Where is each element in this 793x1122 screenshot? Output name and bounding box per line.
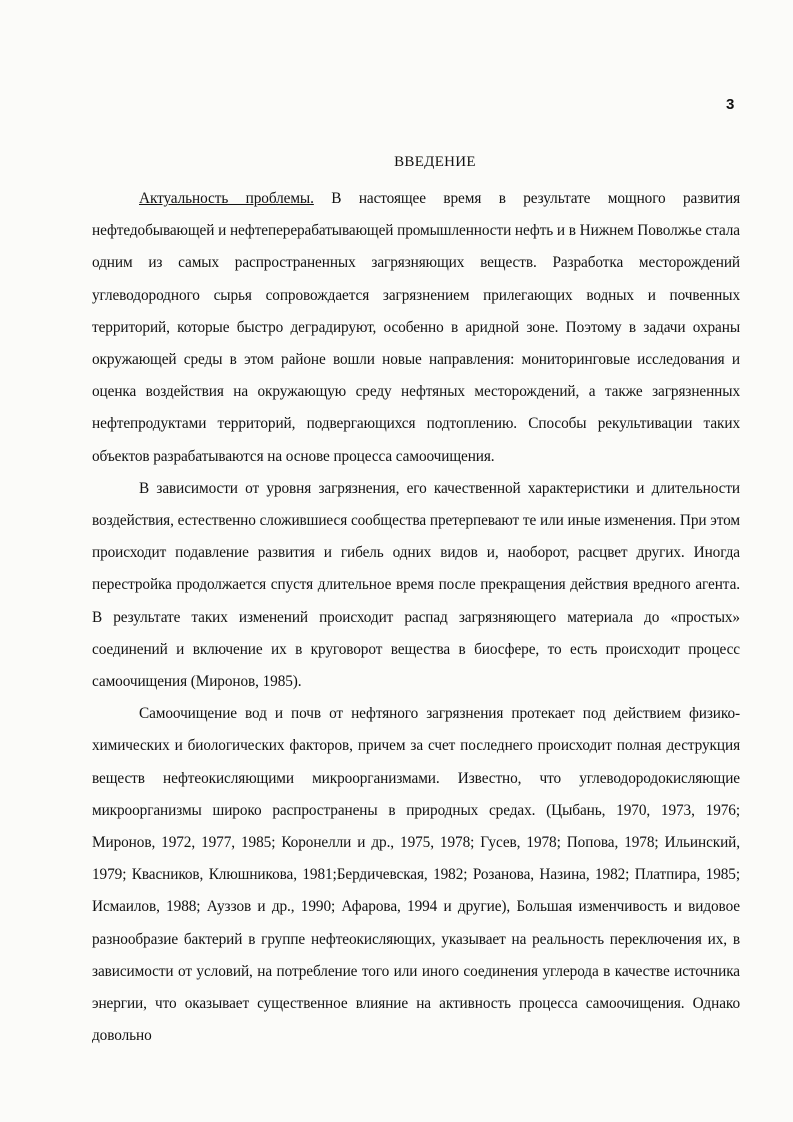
paragraph-relevance (92, 183, 740, 473)
page-number: 3 (726, 96, 735, 113)
section-heading: ВВЕДЕНИЕ (394, 154, 476, 170)
paragraph-self-purification: Самоочищение вод и почв от нефтяного загрязнения протекает под действием физико-химических и биологических факторов, причем за счет последнего происходит полная деструкция веществ нефтеокисляющими микроорганизмами. Известно, что углеводородокисляющие микроорганизмы широко распространены в природных средах. (Цыбань, 1970, 1973, 1976; Миронов, 1972, 1977, 1985; Коронелли и др., 1975, 1978; Гусев, 1978; Попова, 1978; Ильинский, 1979; Квасников, Клюшникова, 1981;Бердичевская, 1982; Розанова, Назина, 1982; Платпира, 1985; Исмаилов, 1988; Ауззов и др., 1990; Афарова, 1994 и другие), Большая изменчивость и видовое разнообразие бактерий в группе нефтеокисляющих, указывает на реальность переключения их, в зависимости от условий, на потребление того или иного соединения углерода в качестве источника энергии, что оказывает существенное влияние на активность процесса самоочищения. Однако довольно (92, 705, 740, 1045)
relevance-text: В настоящее время в результате мощного развития нефтедобывающей и нефтеперерабатывающей промышленности нефть и в Нижнем Поволжье стала одним из самых распространенных загрязняющих веществ. Разработка месторождений углеводородного сырья сопровождается загрязнением прилегающих водных и почвенных территорий, которые быстро деградируют, особенно в аридной зоне. Поэтому в задачи охраны окружающей среды в этом районе вошли новые направления: мониторинговые исследования и оценка воздействия на окружающую среду нефтяных месторождений, а также загрязненных нефтепродуктами территорий, подвергающихся подтоплению. Способы рекультивации таких объектов разрабатываются на основе процесса самоочищения. (92, 190, 741, 465)
relevance-label: Актуальность проблемы. (139, 190, 314, 207)
document-body (92, 183, 740, 1052)
paragraph-pollution-levels: В зависимости от уровня загрязнения, его качественной характеристики и длительности воздействия, естественно сложившиеся сообщества претерпевают те или иные изменения. При этом происходит подавление развития и гибель одних видов и, наоборот, расцвет других. Иногда перестройка продолжается спустя длительное время после прекращения действия вредного агента. В результате таких изменений происходит распад загрязняющего материала до «простых» соединений и включение их в круговорот вещества в биосфере, то есть происходит процесс самоочищения (Миронов, 1985). (92, 479, 740, 691)
